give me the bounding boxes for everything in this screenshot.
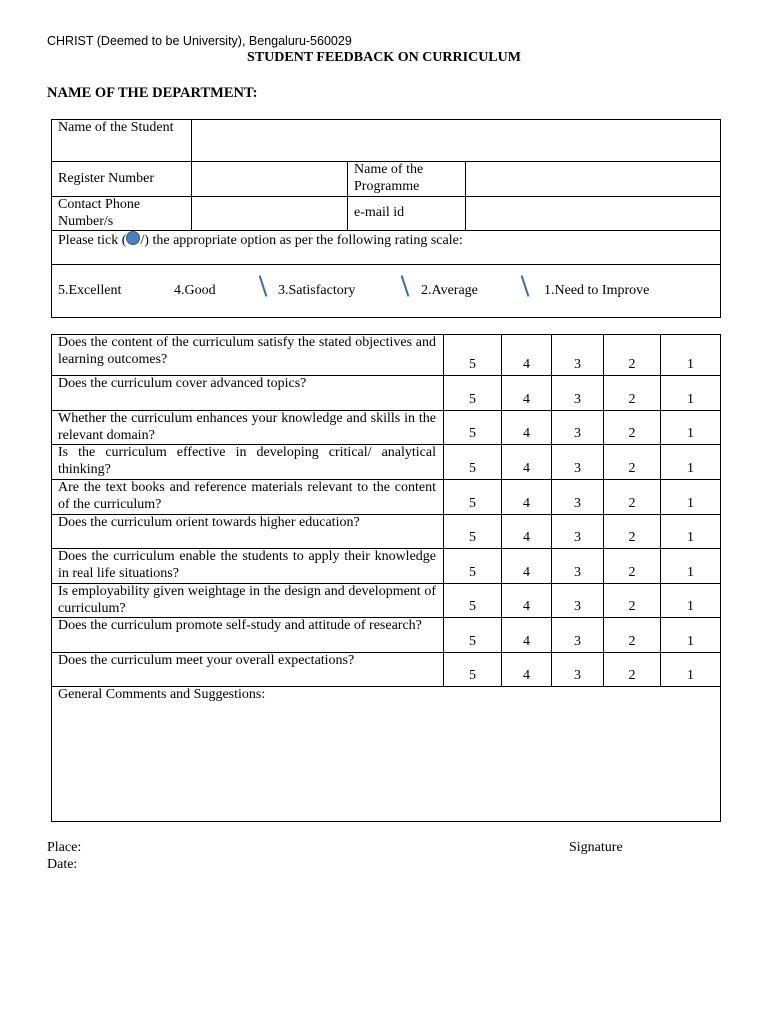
- rating-option-1[interactable]: 1: [661, 480, 721, 515]
- rating-option-3[interactable]: 3: [552, 445, 604, 480]
- question-row: [52, 376, 721, 411]
- divider-slash-icon: [521, 275, 530, 297]
- divider-slash-icon: [401, 275, 410, 297]
- rating-option-1[interactable]: 1: [661, 618, 721, 653]
- question-row: [52, 584, 721, 618]
- rating-option-4[interactable]: 4: [502, 653, 552, 687]
- rating-option-1[interactable]: 1: [661, 549, 721, 584]
- rating-option-1[interactable]: 1: [661, 653, 721, 687]
- rating-option-5[interactable]: 5: [444, 411, 502, 445]
- programme-field[interactable]: [466, 162, 721, 197]
- question-row: [52, 549, 721, 584]
- rating-option-4[interactable]: 4: [502, 584, 552, 618]
- question-text: Does the curriculum cover advanced topics?: [52, 376, 444, 411]
- rating-option-4[interactable]: 4: [502, 618, 552, 653]
- scale-satisfactory: 3.Satisfactory: [278, 283, 356, 298]
- rating-option-2[interactable]: 2: [604, 445, 661, 480]
- rating-option-2[interactable]: 2: [604, 515, 661, 549]
- signature-label: Signature: [569, 840, 623, 855]
- rating-option-5[interactable]: 5: [444, 515, 502, 549]
- rating-option-2[interactable]: 2: [604, 549, 661, 584]
- question-row: [52, 445, 721, 480]
- question-row: [52, 480, 721, 515]
- rating-table: [51, 334, 721, 822]
- rating-option-5[interactable]: 5: [444, 376, 502, 411]
- rating-option-1[interactable]: 1: [661, 335, 721, 376]
- rating-option-2[interactable]: 2: [604, 411, 661, 445]
- place-label: Place:: [47, 840, 82, 855]
- rating-option-5[interactable]: 5: [444, 480, 502, 515]
- email-field[interactable]: [466, 197, 721, 231]
- rating-option-3[interactable]: 3: [552, 376, 604, 411]
- question-text: Does the curriculum meet your overall expectations?: [52, 653, 444, 687]
- tick-prefix: Please tick (: [58, 233, 127, 248]
- rating-option-3[interactable]: 3: [552, 584, 604, 618]
- question-row: [52, 335, 721, 376]
- question-row: [52, 411, 721, 445]
- rating-option-4[interactable]: 4: [502, 335, 552, 376]
- department-label: NAME OF THE DEPARTMENT:: [47, 85, 258, 101]
- tick-instruction: [52, 231, 721, 265]
- rating-option-1[interactable]: 1: [661, 411, 721, 445]
- scale-good: 4.Good: [174, 283, 216, 298]
- rating-option-5[interactable]: 5: [444, 445, 502, 480]
- rating-option-4[interactable]: 4: [502, 445, 552, 480]
- question-text: Does the curriculum enable the students to apply their knowledge in real life situations?: [52, 549, 444, 584]
- rating-option-4[interactable]: 4: [502, 480, 552, 515]
- rating-option-4[interactable]: 4: [502, 411, 552, 445]
- phone-label: Contact Phone Number/s: [52, 197, 192, 231]
- rating-option-5[interactable]: 5: [444, 584, 502, 618]
- divider-slash-icon: [259, 275, 268, 297]
- rating-scale: [58, 265, 714, 317]
- rating-option-3[interactable]: 3: [552, 480, 604, 515]
- tick-suffix: /) the appropriate option as per the following rating scale:: [140, 233, 463, 248]
- rating-option-2[interactable]: 2: [604, 618, 661, 653]
- rating-option-5[interactable]: 5: [444, 653, 502, 687]
- email-label: e-mail id: [348, 197, 466, 231]
- rating-option-3[interactable]: 3: [552, 515, 604, 549]
- question-text: Does the content of the curriculum satisfy the stated objectives and learning outcomes?: [52, 335, 444, 376]
- question-row: [52, 515, 721, 549]
- question-text: Is the curriculum effective in developing critical/ analytical thinking?: [52, 445, 444, 480]
- rating-option-2[interactable]: 2: [604, 480, 661, 515]
- scale-excellent: 5.Excellent: [58, 283, 122, 298]
- question-text: Whether the curriculum enhances your knowledge and skills in the relevant domain?: [52, 411, 444, 445]
- question-text: Does the curriculum promote self-study and attitude of research?: [52, 618, 444, 653]
- rating-option-4[interactable]: 4: [502, 515, 552, 549]
- date-label: Date:: [47, 857, 78, 872]
- programme-label: Name of the Programme: [348, 162, 466, 197]
- rating-option-4[interactable]: 4: [502, 549, 552, 584]
- register-number-field[interactable]: [192, 162, 348, 197]
- rating-option-5[interactable]: 5: [444, 335, 502, 376]
- rating-option-3[interactable]: 3: [552, 335, 604, 376]
- rating-option-1[interactable]: 1: [661, 515, 721, 549]
- question-text: Does the curriculum orient towards higher education?: [52, 515, 444, 549]
- rating-option-5[interactable]: 5: [444, 549, 502, 584]
- rating-option-2[interactable]: 2: [604, 584, 661, 618]
- student-name-label: Name of the Student: [52, 120, 192, 162]
- question-text: Is employability given weightage in the design and development of curriculum?: [52, 584, 444, 618]
- register-number-label: Register Number: [52, 162, 192, 197]
- rating-option-5[interactable]: 5: [444, 618, 502, 653]
- form-title: STUDENT FEEDBACK ON CURRICULUM: [247, 50, 521, 65]
- rating-option-1[interactable]: 1: [661, 584, 721, 618]
- comments-label: General Comments and Suggestions:: [58, 687, 266, 702]
- rating-option-3[interactable]: 3: [552, 618, 604, 653]
- comments-box[interactable]: [52, 687, 721, 822]
- rating-option-2[interactable]: 2: [604, 376, 661, 411]
- student-info-table: [51, 119, 721, 318]
- rating-option-1[interactable]: 1: [661, 445, 721, 480]
- question-text: Are the text books and reference materials relevant to the content of the curriculum?: [52, 480, 444, 515]
- rating-option-2[interactable]: 2: [604, 335, 661, 376]
- scale-average: 2.Average: [421, 283, 478, 298]
- question-row: [52, 653, 721, 687]
- rating-option-1[interactable]: 1: [661, 376, 721, 411]
- rating-option-3[interactable]: 3: [552, 653, 604, 687]
- question-row: [52, 618, 721, 653]
- rating-option-2[interactable]: 2: [604, 653, 661, 687]
- student-name-field[interactable]: [192, 120, 721, 162]
- phone-field[interactable]: [192, 197, 348, 231]
- tick-circle-icon: [126, 231, 140, 245]
- rating-option-3[interactable]: 3: [552, 411, 604, 445]
- rating-option-3[interactable]: 3: [552, 549, 604, 584]
- scale-need-to-improve: 1.Need to Improve: [544, 283, 650, 298]
- rating-option-4[interactable]: 4: [502, 376, 552, 411]
- rating-scale-cell: [52, 265, 721, 318]
- university-name: CHRIST (Deemed to be University), Bengaluru-560029: [47, 34, 352, 48]
